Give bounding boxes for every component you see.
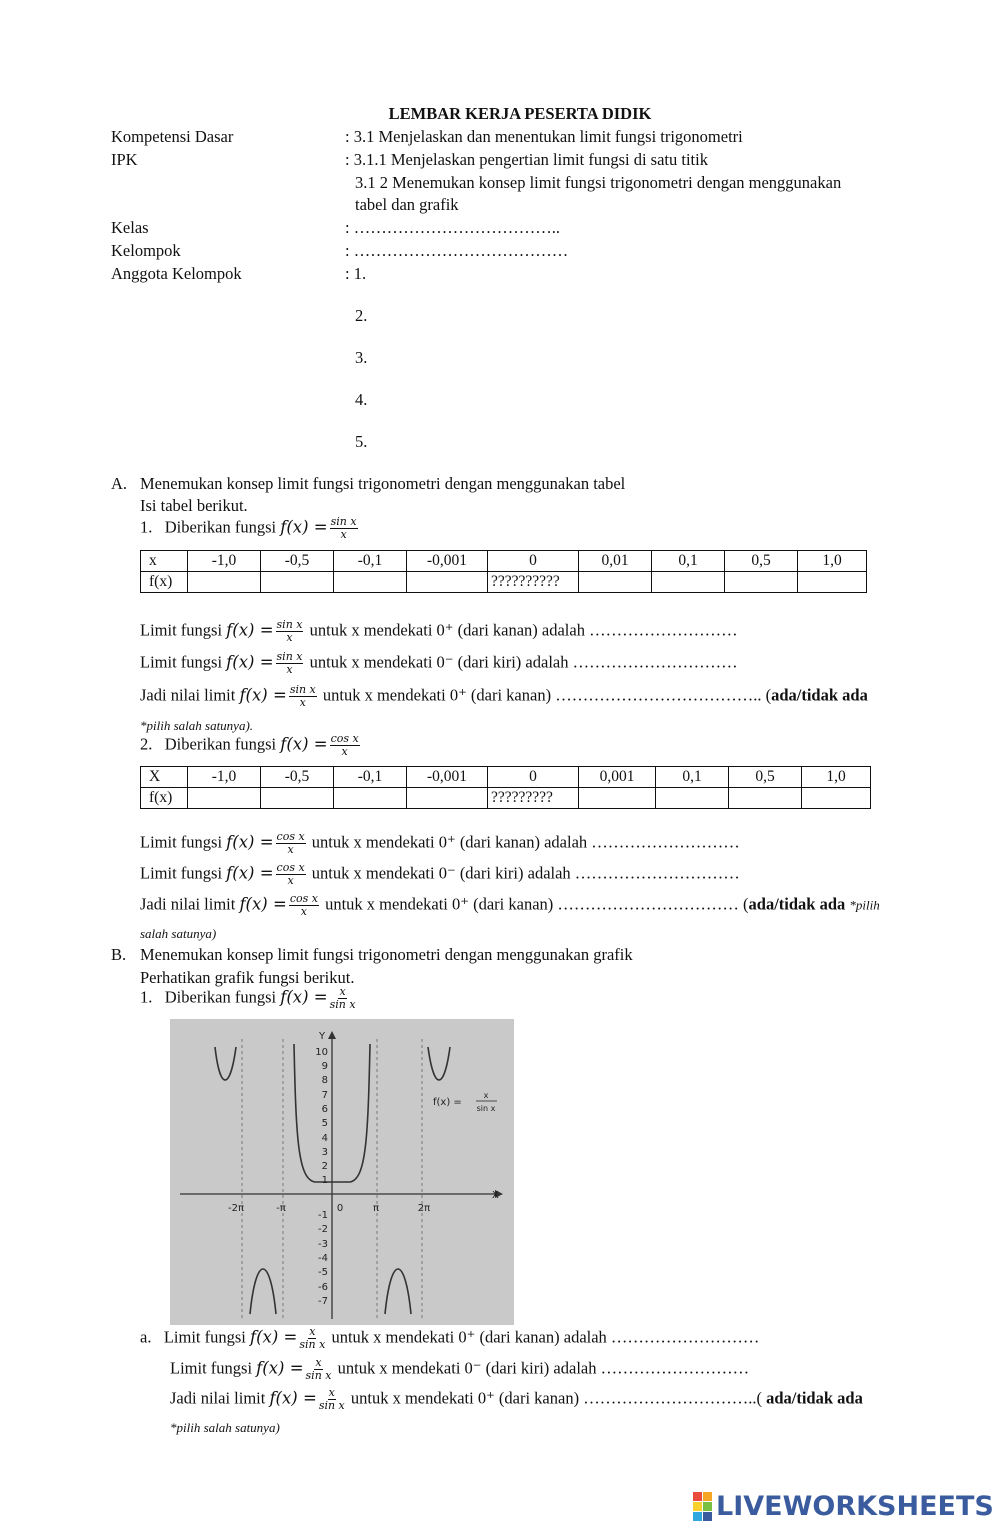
table-cell: -0,001 [407,767,488,788]
frac-num: x [315,1356,322,1369]
answer-cell[interactable] [261,788,334,809]
answer-cell[interactable] [725,572,798,593]
table-cell: f(x) [141,788,188,809]
y-tick: 4 [321,1133,328,1144]
frac-den: x [286,631,293,644]
table-cell: 0,1 [656,767,729,788]
frac-num: sin x [276,618,303,631]
line-post[interactable]: untuk x mendekati 0⁺ (dari kanan) adalah ……………………… [309,620,738,640]
a2-intro [140,733,362,758]
a1-table-row [141,572,867,593]
a1-line3 [140,684,868,709]
section-a-subtitle: Isi tabel berikut. [140,496,248,515]
member-1[interactable]: : 1. [345,264,367,283]
a2-line2 [140,862,740,887]
a1-fx: f(x) = [280,517,328,537]
frac-den: sin x [305,1369,332,1382]
table-cell: 0 [488,767,579,788]
b1-intro [140,986,358,1011]
graph-svg [170,1019,514,1325]
y-tick: -6 [318,1282,328,1293]
answer-cell[interactable] [579,572,652,593]
b1-frac-den: sin x [329,998,356,1011]
line-pre: Jadi nilai limit [140,894,236,914]
function-graph [170,1019,514,1325]
y-tick: 8 [321,1075,328,1086]
table-cell: -0,001 [407,551,488,572]
section-b-title: Menemukan konsep limit fungsi trigonometri dengan menggunakan grafik [140,945,633,964]
table-cell: 0 [488,551,579,572]
frac-den: sin x [299,1338,326,1351]
fx: f(x) = [256,1358,304,1378]
y-tick: 9 [321,1061,328,1072]
table-cell: ?????????? [488,572,579,593]
a1-table [140,550,867,593]
legend-num: x [483,1091,489,1100]
line-pre: Limit fungsi [170,1358,253,1378]
a1-note: *pilih salah satunya). [140,718,254,733]
fraction [276,619,304,644]
b1-fraction [330,986,356,1011]
b1-frac-num: x [339,985,346,998]
a1-line2 [140,651,738,676]
b1a-line1 [140,1326,759,1351]
y-tick: 5 [321,1118,328,1129]
fx: f(x) = [239,894,287,914]
frac-den: x [287,874,294,887]
logo-square [693,1492,702,1501]
table-cell: -1,0 [188,551,261,572]
frac-num: sin x [276,650,303,663]
y-tick: 2 [321,1161,328,1172]
line-post[interactable]: untuk x mendekati 0⁺ (dari kanan) adalah ……………………… [331,1327,760,1347]
line-post[interactable]: untuk x mendekati 0⁺ (dari kanan) …………………………..( [350,1388,762,1408]
table-cell: ????????? [488,788,579,809]
member-2[interactable]: 2. [355,306,368,325]
b1a-line2 [170,1357,749,1382]
value-ipk-1: : 3.1.1 Menjelaskan pengertian limit fungsi di satu titik [345,150,708,169]
a2-fx: f(x) = [280,734,328,754]
y-tick: 10 [315,1047,328,1058]
logo-square [693,1512,702,1521]
fraction [319,1387,345,1412]
line-pre: Jadi nilai limit [170,1388,266,1408]
y-tick: -4 [318,1253,328,1264]
logo-square [693,1502,702,1511]
fx: f(x) = [226,863,274,883]
frac-num: cos x [289,892,318,905]
y-tick: -5 [318,1267,328,1278]
answer-cell[interactable] [802,788,871,809]
y-tick: -1 [318,1210,328,1221]
a1-table-header [141,551,867,572]
b1-num: 1. [140,987,153,1007]
table-cell: -0,1 [334,551,407,572]
frac-den: x [300,905,307,918]
table-cell: -0,5 [261,767,334,788]
label-kelas: Kelas [111,218,149,237]
fx: f(x) = [239,685,287,705]
frac-den: x [287,843,294,856]
worksheet-title: LEMBAR KERJA PESERTA DIDIK [388,104,652,123]
answer-cell[interactable] [579,788,656,809]
a2-note: salah satunya) [140,926,217,941]
note-start: *pilih [849,897,880,913]
y-tick: 1 [321,1175,328,1186]
value-kelas[interactable]: : ……………………………….. [345,218,560,237]
table-cell: 0,5 [725,551,798,572]
table-cell: 0,01 [579,551,652,572]
a2-table-header [141,767,871,788]
line-post[interactable]: untuk x mendekati 0⁻ (dari kiri) adalah ………………………… [311,863,740,883]
label-kelompok: Kelompok [111,241,181,260]
frac-num: x [309,1325,316,1338]
value-kelompok[interactable]: : ………………………………… [345,241,569,260]
logo-square [703,1492,712,1501]
label-anggota: Anggota Kelompok [111,264,242,283]
y-tick: 3 [321,1147,328,1158]
answer-cell[interactable] [334,788,407,809]
y-tick: 6 [321,1104,328,1115]
a2-line3 [140,893,880,918]
answer-cell[interactable] [188,788,261,809]
a1-frac-num: sin x [330,515,357,528]
b1a-note: *pilih salah satunya) [170,1420,280,1435]
table-cell: X [141,767,188,788]
line-pre: Limit fungsi [140,832,223,852]
a2-table [140,766,871,809]
table-cell: -0,5 [261,551,334,572]
a1-num: 1. [140,517,153,537]
answer-cell[interactable] [334,572,407,593]
answer-cell[interactable] [798,572,867,593]
answer-cell[interactable] [407,572,488,593]
member-5[interactable]: 5. [355,432,368,451]
x-tick: 0 [336,1203,344,1214]
fx: f(x) = [226,832,274,852]
value-kompetensi: : 3.1 Menjelaskan dan menentukan limit fungsi trigonometri [345,127,743,146]
fraction [276,831,306,856]
a2-frac-den: x [341,745,348,758]
y-tick: -7 [318,1296,328,1307]
upper-right-branch [428,1047,450,1080]
section-b-subtitle: Perhatikan grafik fungsi berikut. [140,968,355,987]
fraction [289,893,319,918]
frac-num: x [328,1386,335,1399]
fraction [289,684,317,709]
logo-square [703,1502,712,1511]
fraction [299,1326,325,1351]
line-post[interactable]: untuk x mendekati 0⁺ (dari kanan) …………………………… ( [325,894,749,914]
label-ipk: IPK [111,150,138,169]
line-post[interactable]: untuk x mendekati 0⁺ (dari kanan) adalah ……………………… [311,832,740,852]
table-cell: 1,0 [802,767,871,788]
line-pre: Limit fungsi [163,1327,246,1347]
frac-den: x [299,696,306,709]
a1-frac-den: x [340,528,347,541]
line-pre: Limit fungsi [140,652,223,672]
line-post[interactable]: untuk x mendekati 0⁻ (dari kiri) adalah ………………………… [309,652,738,672]
answer-cell[interactable] [652,572,725,593]
frac-num: sin x [289,683,316,696]
x-tick-labels [228,1203,430,1214]
a1-fraction [330,516,358,541]
line-post[interactable]: untuk x mendekati 0⁻ (dari kiri) adalah ……………………… [337,1358,750,1378]
choice-text[interactable]: ada/tidak ada [748,894,846,914]
b1-intro-text: Diberikan fungsi [164,987,277,1007]
liveworksheets-logo [693,1488,994,1524]
frac-den: x [286,663,293,676]
choice-text[interactable]: ada/tidak ada [766,1388,863,1408]
table-cell: 0,1 [652,551,725,572]
fraction [306,1357,332,1382]
frac-num: cos x [276,830,305,843]
a1-intro [140,516,360,541]
line-post[interactable]: untuk x mendekati 0⁺ (dari kanan) ……………………………….. ( [322,685,772,705]
a2-fraction [330,733,360,758]
line-pre: Limit fungsi [140,863,223,883]
y-tick: 7 [321,1090,328,1101]
table-cell: f(x) [141,572,188,593]
x-tick: -π [276,1203,286,1214]
fx: f(x) = [250,1327,298,1347]
legend-den: sin x [476,1104,496,1113]
x-tick: -2π [228,1203,244,1214]
fx: f(x) = [226,620,274,640]
a2-num: 2. [140,734,153,754]
upper-left-branch [215,1047,236,1080]
choice-text[interactable]: ada/tidak ada [771,685,868,705]
y-axis-arrow [328,1031,336,1039]
logo-square [703,1512,712,1521]
member-3[interactable]: 3. [355,348,368,367]
frac-num: cos x [276,861,305,874]
table-cell: -0,1 [334,767,407,788]
value-ipk-2: 3.1 2 Menemukan konsep limit fungsi trigonometri dengan menggunakan [355,173,842,192]
table-cell: x [141,551,188,572]
answer-cell[interactable] [407,788,488,809]
x-axis-label: X [492,1190,499,1201]
frac-den: sin x [318,1399,345,1412]
fx: f(x) = [226,652,274,672]
label-kompetensi: Kompetensi Dasar [111,127,234,146]
a-label: a. [140,1327,152,1347]
fraction [276,862,306,887]
member-4[interactable]: 4. [355,390,368,409]
a2-table-row [141,788,871,809]
logo-text: LIVEWORKSHEETS [716,1490,994,1522]
section-a-letter: A. [111,474,128,493]
y-tick: -3 [318,1239,328,1250]
a1-intro-text: Diberikan fungsi [164,517,277,537]
table-cell: 1,0 [798,551,867,572]
answer-cell[interactable] [656,788,729,809]
section-b-letter: B. [111,945,127,964]
answer-cell[interactable] [729,788,802,809]
y-tick-labels [315,1047,328,1307]
b1-fx: f(x) = [280,987,328,1007]
logo-grid-icon [693,1492,712,1521]
x-tick: π [372,1203,380,1214]
line-pre: Limit fungsi [140,620,223,640]
x-tick: 2π [417,1203,431,1214]
y-tick: -2 [318,1224,328,1235]
lower-left-branch [250,1269,276,1314]
answer-cell[interactable] [261,572,334,593]
a2-frac-num: cos x [330,732,359,745]
a2-line1 [140,831,740,856]
table-cell: 0,5 [729,767,802,788]
b1a-line3 [170,1387,863,1412]
value-ipk-2-cont: tabel dan grafik [355,195,459,214]
lower-right-branch [385,1269,411,1314]
a1-line1 [140,619,738,644]
fx: f(x) = [269,1388,317,1408]
line-pre: Jadi nilai limit [140,685,236,705]
table-cell: -1,0 [188,767,261,788]
answer-cell[interactable] [188,572,261,593]
section-a-title: Menemukan konsep limit fungsi trigonometri dengan menggunakan tabel [140,474,626,493]
fraction [276,651,304,676]
table-cell: 0,001 [579,767,656,788]
legend-fx: f(x) = [433,1097,462,1108]
a2-intro-text: Diberikan fungsi [164,734,277,754]
y-axis-label: Y [319,1031,326,1042]
